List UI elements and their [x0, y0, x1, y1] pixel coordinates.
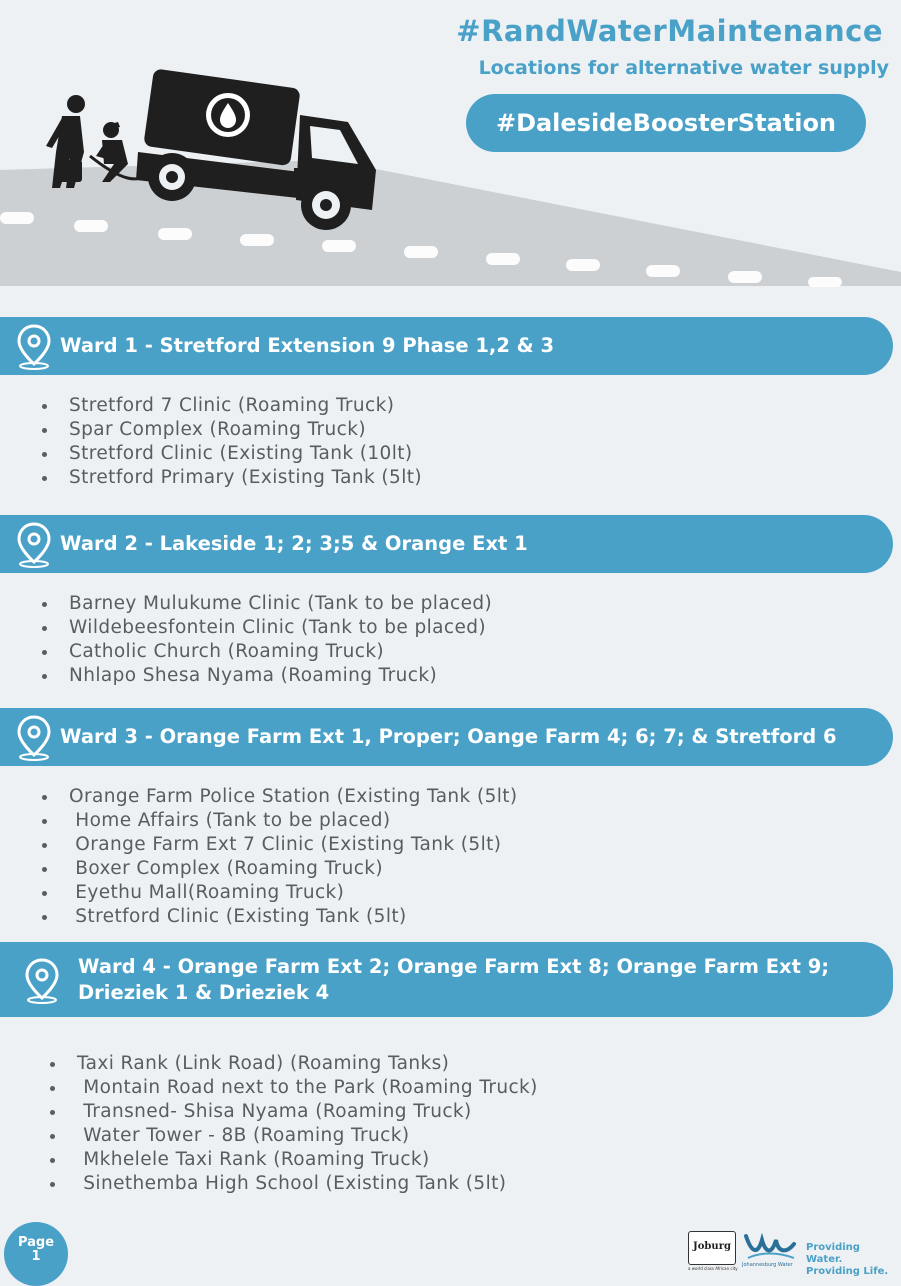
ward-4-title-line-1: Ward 4 - Orange Farm Ext 2; Orange Farm Ext 8; Orange Farm Ext 9;	[78, 954, 830, 978]
list-item: Orange Farm Police Station (Existing Tank (5lt)	[42, 785, 518, 809]
ward-3-title: Ward 3 - Orange Farm Ext 1, Proper; Oange Farm 4; 6; 7; & Stretford 6	[60, 725, 837, 748]
location-pin-icon	[14, 520, 54, 568]
tagline-line-2: Providing Life.	[806, 1266, 889, 1277]
ward-2-locations	[42, 592, 492, 688]
ward-4-locations	[50, 1052, 538, 1196]
list-item: Nhlapo Shesa Nyama (Roaming Truck)	[42, 664, 492, 688]
footer-tagline	[806, 1242, 893, 1278]
footer-logos	[688, 1228, 893, 1277]
page-label: Page	[17, 1235, 55, 1250]
location-pin-icon	[14, 713, 54, 761]
page-number-badge	[4, 1222, 68, 1286]
ward-3-locations	[42, 785, 518, 929]
list-item: Orange Farm Ext 7 Clinic (Existing Tank (5lt)	[42, 833, 518, 857]
list-item: Stretford 7 Clinic (Roaming Truck)	[42, 394, 422, 418]
page-subtitle: Locations for alternative water supply	[478, 57, 889, 79]
list-item: Catholic Church (Roaming Truck)	[42, 640, 492, 664]
list-item: Eyethu Mall(Roaming Truck)	[42, 881, 518, 905]
list-item: Home Affairs (Tank to be placed)	[42, 809, 518, 833]
station-hashtag-badge: #DalesideBoosterStation	[466, 94, 866, 152]
ward-4-banner	[0, 942, 893, 1017]
joburg-logo-subtitle: a world class African city	[688, 1266, 738, 1271]
list-item: Sinethemba High School (Existing Tank (5lt)	[50, 1172, 538, 1196]
list-item: Montain Road next to the Park (Roaming Truck)	[50, 1076, 538, 1100]
location-pin-icon	[14, 322, 54, 370]
list-item: Spar Complex (Roaming Truck)	[42, 418, 422, 442]
list-item: Water Tower - 8B (Roaming Truck)	[50, 1124, 538, 1148]
ward-4-title-line-2: Drieziek 1 & Drieziek 4	[78, 980, 330, 1004]
joburg-logo: Joburg	[688, 1231, 736, 1265]
ward-2-banner	[0, 515, 893, 573]
water-truck-illustration	[0, 60, 901, 290]
list-item: Stretford Clinic (Existing Tank (5lt)	[42, 905, 518, 929]
ward-1-locations	[42, 394, 422, 490]
list-item: Stretford Primary (Existing Tank (5lt)	[42, 466, 422, 490]
ward-1-banner	[0, 317, 893, 375]
list-item: Boxer Complex (Roaming Truck)	[42, 857, 518, 881]
list-item: Stretford Clinic (Existing Tank (10lt)	[42, 442, 422, 466]
list-item: Taxi Rank (Link Road) (Roaming Tanks)	[50, 1052, 538, 1076]
ward-3-banner	[0, 708, 893, 766]
list-item: Transned- Shisa Nyama (Roaming Truck)	[50, 1100, 538, 1124]
list-item: Barney Mulukume Clinic (Tank to be placed)	[42, 592, 492, 616]
location-pin-icon	[22, 956, 62, 1004]
list-item: Mkhelele Taxi Rank (Roaming Truck)	[50, 1148, 538, 1172]
campaign-hashtag: #RandWaterMaintenance	[456, 14, 883, 48]
ward-2-title: Ward 2 - Lakeside 1; 2; 3;5 & Orange Ext 1	[60, 532, 528, 555]
johannesburg-water-logo-icon	[742, 1230, 798, 1262]
ward-4-title	[78, 954, 829, 1006]
johannesburg-water-logo-text: Johannesburg Water	[742, 1262, 793, 1268]
tagline-line-1: Providing Water.	[806, 1242, 860, 1265]
list-item: Wildebeesfontein Clinic (Tank to be placed)	[42, 616, 492, 640]
ward-1-title: Ward 1 - Stretford Extension 9 Phase 1,2 & 3	[60, 334, 555, 357]
page-number: 1	[31, 1249, 41, 1264]
